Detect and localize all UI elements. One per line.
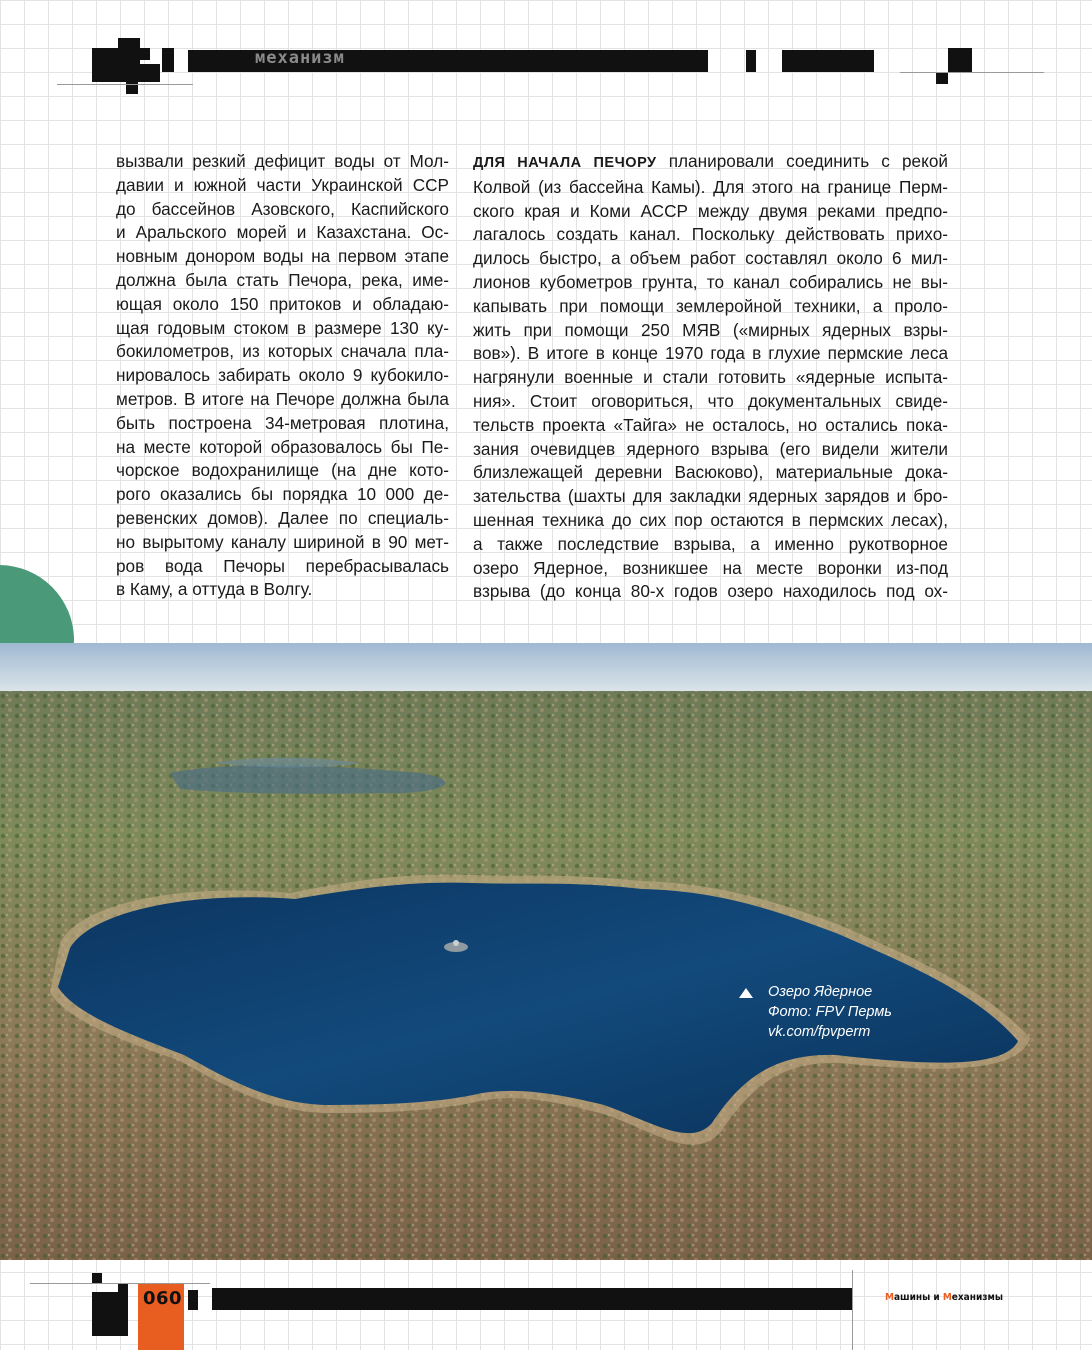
left-column-text: [116, 150, 449, 602]
article-right-column: [473, 150, 948, 604]
lake-photo: [0, 643, 1092, 1260]
magazine-title-part-2: еханизмы: [951, 1292, 1003, 1303]
text-line: а также последствие взрыва, а именно рукотворное: [473, 533, 948, 554]
text-line: капывать при помощи землеройной техники, а проло-: [473, 295, 948, 316]
text-line: давии и южной части Украинской ССР: [116, 174, 449, 195]
lead-in: ДЛЯ НАЧАЛА ПЕЧОРУ: [473, 155, 657, 171]
text-line: быть построена 34-метровая плотина,: [116, 412, 449, 433]
text-line: ревенских домов). Далее по специаль-: [116, 507, 449, 528]
magazine-title-initial-1: М: [885, 1292, 894, 1303]
section-label: механизм: [255, 48, 345, 68]
text-line: но вырытому каналу шириной в 90 мет-: [116, 531, 449, 552]
text-line: зания очевидцев ядерного взрыва (его видели жители: [473, 438, 948, 459]
page-number: 060: [143, 1288, 183, 1309]
lead-in-continuation: планировали соединить с рекой: [656, 151, 948, 171]
text-line: ров вода Печоры перебрасывалась: [116, 555, 449, 576]
text-line: нировалось забирать около 9 кубокило-: [116, 365, 449, 386]
text-line: должна была стать Печора, река, име-: [116, 269, 449, 290]
text-line: лионов кубометров грунта, то канал собирались не вы-: [473, 271, 948, 292]
text-line: лагалось создать канал. Поскольку действовать прихо-: [473, 224, 948, 245]
text-line: в Каму, а оттуда в Волгу.: [116, 579, 313, 600]
text-line: бокилометров, из которых сначала пла-: [116, 341, 449, 362]
text-line: ского края и Коми АССР между двумя реками предпо-: [473, 200, 948, 221]
caption-pointer-icon: [739, 988, 753, 998]
text-line: ющая около 150 притоков и обладаю-: [116, 293, 449, 314]
text-line: чорское водохранилище (на дне кото-: [116, 460, 449, 481]
magazine-title: [885, 1292, 1003, 1303]
text-line: близлежащей деревни Васюково), материальные дока-: [473, 462, 948, 483]
caption-title: Озеро Ядерное: [768, 984, 873, 1000]
text-line: Колвой (из бассейна Камы). Для этого на границе Перм-: [473, 176, 948, 197]
text-line: зательства (шахты для закладки ядерных зарядов и бро-: [473, 486, 948, 507]
text-line: новным донором воды на первом этапе: [116, 246, 449, 267]
text-line: взрыва (до конца 80-х годов озеро находилось под ох-: [473, 581, 948, 602]
text-line: до бассейнов Азовского, Каспийского: [116, 198, 449, 219]
caption-credit: Фото: FPV Пермь: [768, 1004, 892, 1020]
text-line: дилось быстро, а объем работ составлял около 6 мил-: [473, 248, 948, 269]
right-column-text: [473, 176, 948, 604]
magazine-title-part-1: ашины и: [893, 1292, 943, 1303]
text-line: щая годовым стоком в размере 130 ку-: [116, 317, 449, 338]
text-line: рого оказались бы порядка 10 000 де-: [116, 484, 449, 505]
text-line: озеро Ядерное, возникшее на месте воронки из-под: [473, 557, 948, 578]
photo-caption: [768, 982, 892, 1042]
text-line: и Аральского морей и Казахстана. Ос-: [116, 222, 449, 243]
magazine-title-initial-2: М: [942, 1292, 952, 1303]
text-line: на месте которой образовалось бы Пе-: [116, 436, 449, 457]
text-line: метров. В итоге на Печоре должна была: [116, 388, 449, 409]
text-line: ния». Стоит оговориться, что документальных свиде-: [473, 390, 948, 411]
caption-link[interactable]: vk.com/fpvperm: [768, 1024, 871, 1040]
text-line: тельств проекта «Тайга» не осталось, но остались пока-: [473, 414, 948, 435]
text-line: вов»). В итоге в конце 1970 года в глухие пермские леса: [473, 343, 948, 364]
text-line: нагрянули военные и стали готовить «ядерные испыта-: [473, 367, 948, 388]
text-line: жить при помощи 250 МЯВ («мирных ядерных взры-: [473, 319, 948, 340]
text-line: вызвали резкий дефицит воды от Мол-: [116, 151, 449, 171]
text-line: шенная техника до сих пор остаются в пермских лесах),: [473, 509, 948, 530]
article-left-column: [116, 150, 449, 602]
